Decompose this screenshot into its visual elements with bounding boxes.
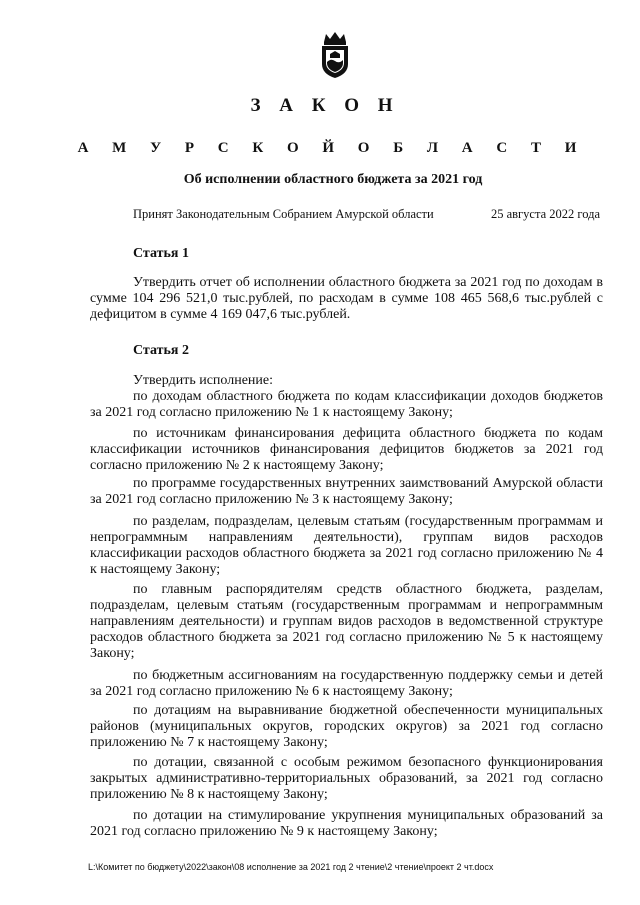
adoption-line <box>133 207 600 222</box>
adopted-date: 25 августа 2022 года <box>490 207 600 221</box>
adopted-by-text: Принят Законодательным Собранием Амурской области <box>133 207 434 221</box>
article-2-item: по дотации, связанной с особым режимом безопасного функционирования закрытых административно-территориальных образований, за 2021 год согласно приложению № 8 к настоящему Закону; <box>90 755 603 802</box>
article-2-heading: Статья 2 <box>133 343 189 358</box>
article-2-item: по источникам финансирования дефицита областного бюджета по кодам классификации источников финансирования дефицитов бюджетов за 2021 год согласно приложению № 2 к настоящему Закону; <box>90 426 603 473</box>
amur-coat-of-arms-icon <box>318 30 352 80</box>
article-2-item: по главным распорядителям средств областного бюджета, разделам, подразделам, целевым статьям (государственным программам и непрограммным направлениям деятельности) и группам видов расходов в ведомственной структуре расходов областного бюджета за 2021 год согласно приложению № 5 к настоящему Закону; <box>90 582 603 661</box>
article-2-item: по разделам, подразделам, целевым статьям (государственным программам и непрограммным направлениям деятельности), группам видов расходов классификации расходов областного бюджета за 2021 год согласно приложению № 4 к настоящему Закону; <box>90 514 603 577</box>
article-2-item: по доходам областного бюджета по кодам классификации доходов бюджетов за 2021 год согласно приложению № 1 к настоящему Закону; <box>90 389 603 420</box>
document-title: З А К О Н <box>250 95 400 116</box>
file-path-footer: L:\Комитет по бюджету\2022\закон\08 исполнение за 2021 год 2 чтение\2 чтение\проект 2 чт.docx <box>88 862 494 872</box>
article-1-text: Утвердить отчет об исполнении областного бюджета за 2021 год по доходам в сумме 104 296 521,0 тыс.рублей, по расходам в сумме 108 465 568,6 тыс.рублей с дефицитом в сумме 4 169 047,6 тыс.рублей. <box>90 275 603 322</box>
article-2-item: по программе государственных внутренних заимствований Амурской области за 2021 год согласно приложению № 3 к настоящему Закону; <box>90 476 603 507</box>
article-2-item: по дотациям на выравнивание бюджетной обеспеченности муниципальных районов (муниципальных округов, городских округов) за 2021 год согласно приложению № 7 к настоящему Закону; <box>90 703 603 750</box>
article-1-heading: Статья 1 <box>133 246 189 261</box>
article-2-intro: Утвердить исполнение: <box>133 373 273 388</box>
law-subtitle: Об исполнении областного бюджета за 2021 год <box>183 172 483 187</box>
region-title: А М У Р С К О Й О Б Л А С Т И <box>77 140 581 156</box>
article-2-item: по бюджетным ассигнованиям на государственную поддержку семьи и детей за 2021 год согласно приложению № 6 к настоящему Закону; <box>90 668 603 699</box>
article-2-item: по дотации на стимулирование укрупнения муниципальных образований за 2021 год согласно приложению № 9 к настоящему Закону; <box>90 808 603 839</box>
